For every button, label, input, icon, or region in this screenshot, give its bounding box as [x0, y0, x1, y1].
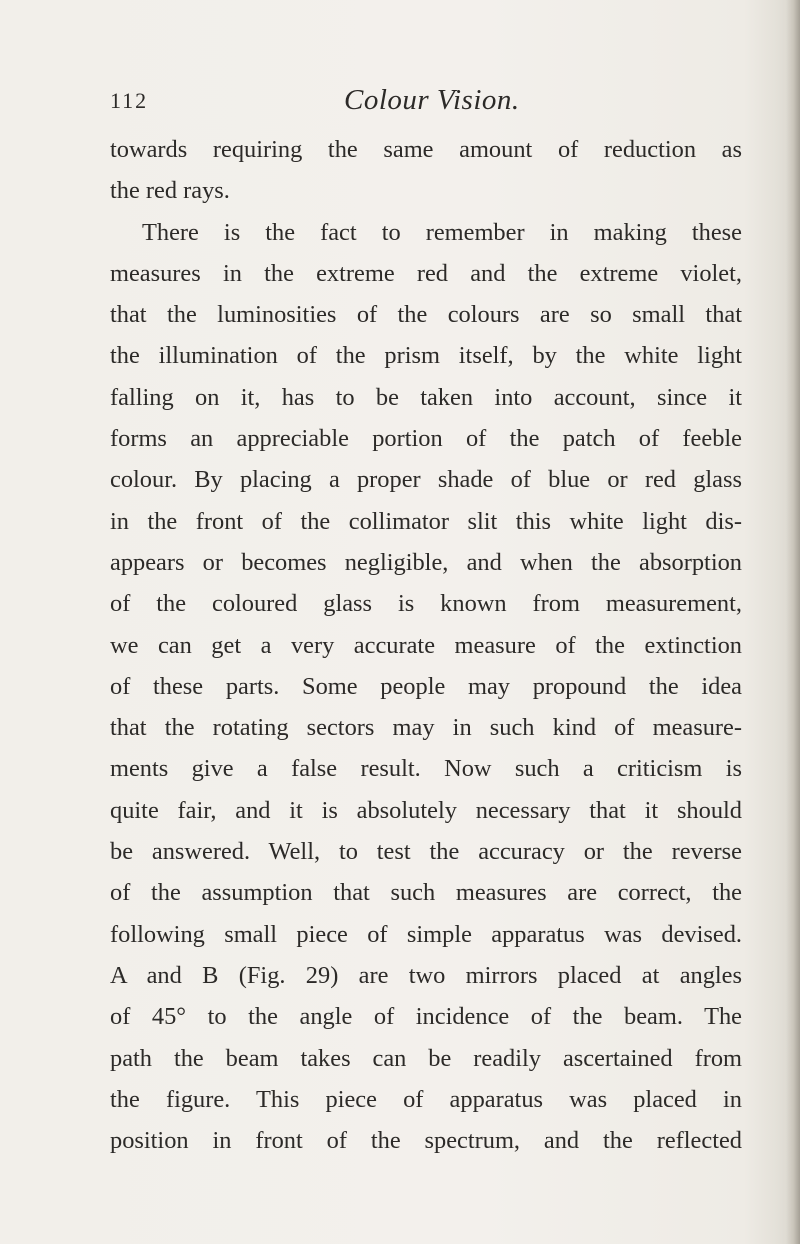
text-line: in the front of the collimator slit this white light dis-	[110, 507, 742, 535]
text-line: of the assumption that such measures are correct, the	[110, 879, 742, 907]
text-line: that the luminosities of the colours are so small that	[110, 301, 742, 329]
text-line: be answered. Well, to test the accuracy or the reverse	[110, 838, 742, 866]
text-line: following small piece of simple apparatus was devised.	[110, 920, 742, 948]
text-line: measures in the extreme red and the extreme violet,	[110, 259, 742, 287]
running-title: Colour Vision.	[344, 84, 520, 116]
text-line: that the rotating sectors may in such kind of measure-	[110, 714, 742, 742]
text-line: towards requiring the same amount of reduction as	[110, 136, 742, 163]
text-line: the figure. This piece of apparatus was placed in	[110, 1085, 742, 1113]
text-line: path the beam takes can be readily ascertained from	[110, 1044, 742, 1072]
text-line: the red rays.	[110, 177, 230, 205]
text-line: appears or becomes negligible, and when the absorption	[110, 548, 742, 576]
text-line: of these parts. Some people may propound the idea	[110, 672, 742, 700]
text-line: ments give a false result. Now such a criticism is	[110, 755, 742, 783]
page-number: 112	[110, 88, 149, 113]
text-line: position in front of the spectrum, and the reflected	[110, 1127, 742, 1155]
text-line: falling on it, has to be taken into account, since it	[110, 383, 742, 411]
text-line: we can get a very accurate measure of the extinction	[110, 631, 742, 659]
text-line: A and B (Fig. 29) are two mirrors placed at angles	[110, 961, 742, 989]
text-line: the illumination of the prism itself, by the white light	[110, 342, 742, 370]
text-line: forms an appreciable portion of the patch of feeble	[110, 425, 742, 453]
text-line: colour. By placing a proper shade of blue or red glass	[110, 466, 742, 494]
text-line: of the coloured glass is known from measurement,	[110, 590, 742, 618]
text-line: quite fair, and it is absolutely necessary that it should	[110, 796, 742, 824]
page-header	[110, 84, 690, 124]
body-text	[110, 129, 742, 1161]
text-line: of 45° to the angle of incidence of the beam. The	[110, 1003, 742, 1031]
page-edge-shadow	[786, 0, 800, 1244]
text-line: There is the fact to remember in making these	[142, 218, 742, 246]
